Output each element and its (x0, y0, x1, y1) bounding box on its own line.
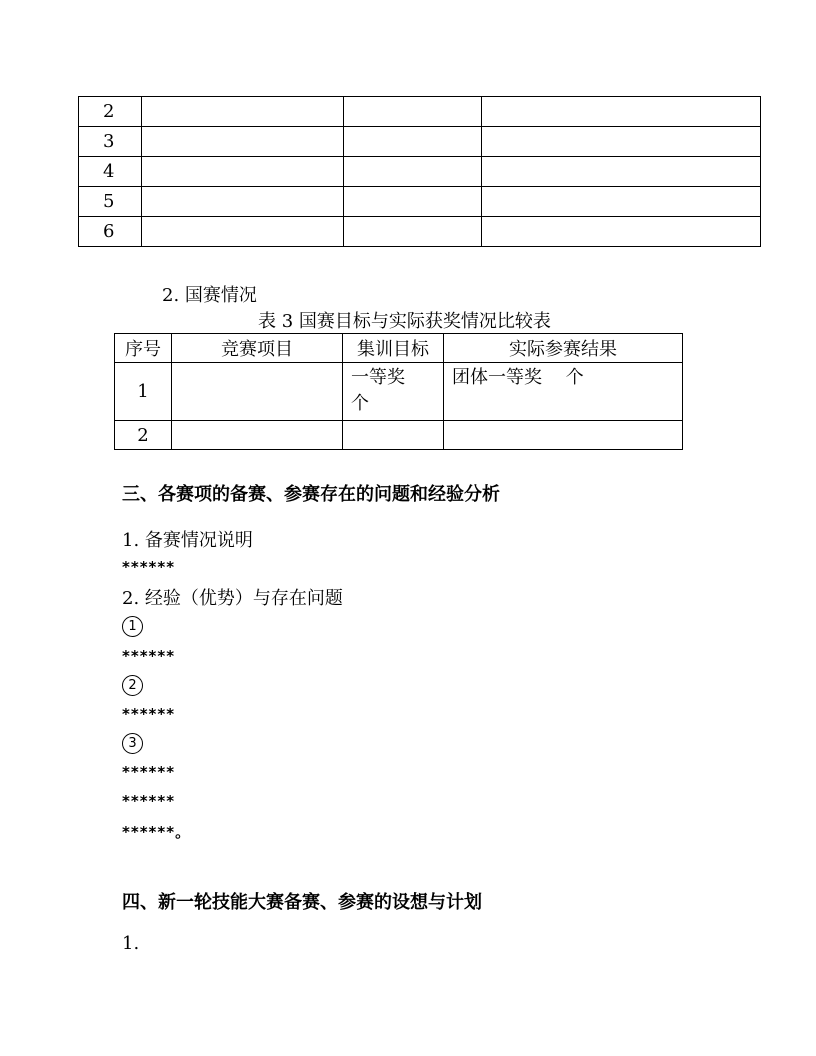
table-row (79, 157, 761, 187)
section3-item2: 2. 经验（优势）与存在问题 (122, 588, 343, 609)
table-row (115, 421, 683, 450)
cell-no: 2 (115, 421, 172, 450)
table-row (79, 127, 761, 157)
row-number: 2 (79, 97, 142, 127)
stars-line: ******。 (122, 823, 192, 841)
circle-number-1: 1 (122, 616, 143, 637)
empty-cell (344, 217, 482, 247)
table3-caption: 表 3 国赛目标与实际获奖情况比较表 (258, 311, 551, 332)
stars-line: ****** (122, 763, 176, 781)
empty-cell (344, 127, 482, 157)
section4-item1: 1. (122, 933, 140, 954)
empty-cell (142, 157, 344, 187)
stars-line: ****** (122, 558, 176, 576)
cell-target (343, 421, 444, 450)
section3-item1: 1. 备赛情况说明 (122, 530, 253, 551)
empty-cell (482, 217, 761, 247)
table-row (115, 363, 683, 421)
cell-result (444, 421, 683, 450)
header-no: 序号 (115, 334, 172, 363)
empty-cell (344, 97, 482, 127)
empty-cell (344, 187, 482, 217)
table-row (79, 187, 761, 217)
section4-title: 四、新一轮技能大赛备赛、参赛的设想与计划 (122, 892, 482, 913)
national-competition-heading: 2. 国赛情况 (162, 285, 257, 306)
header-result: 实际参赛结果 (444, 334, 683, 363)
row-number: 5 (79, 187, 142, 217)
row-number: 6 (79, 217, 142, 247)
empty-cell (142, 127, 344, 157)
empty-cell (482, 127, 761, 157)
row-number: 3 (79, 127, 142, 157)
row-number: 4 (79, 157, 142, 187)
cell-target: 一等奖 个 (343, 363, 444, 421)
cell-project (172, 363, 343, 421)
table-row (79, 97, 761, 127)
section3-title: 三、各赛项的备赛、参赛存在的问题和经验分析 (122, 484, 500, 505)
empty-cell (142, 97, 344, 127)
table3-header-row (115, 334, 683, 363)
cell-no: 1 (115, 363, 172, 421)
continued-table (78, 96, 761, 247)
empty-cell (142, 187, 344, 217)
stars-line: ****** (122, 705, 176, 723)
empty-cell (142, 217, 344, 247)
empty-cell (482, 157, 761, 187)
cell-project (172, 421, 343, 450)
stars-line: ****** (122, 792, 176, 810)
table3-comparison (114, 333, 683, 450)
header-project: 竞赛项目 (172, 334, 343, 363)
circle-number-2: 2 (122, 675, 143, 696)
empty-cell (344, 157, 482, 187)
empty-cell (482, 187, 761, 217)
circle-number-3: 3 (122, 733, 143, 754)
cell-result: 团体一等奖 个 (444, 363, 683, 421)
empty-cell (482, 97, 761, 127)
stars-line: ****** (122, 647, 176, 665)
header-target: 集训目标 (343, 334, 444, 363)
table-row (79, 217, 761, 247)
